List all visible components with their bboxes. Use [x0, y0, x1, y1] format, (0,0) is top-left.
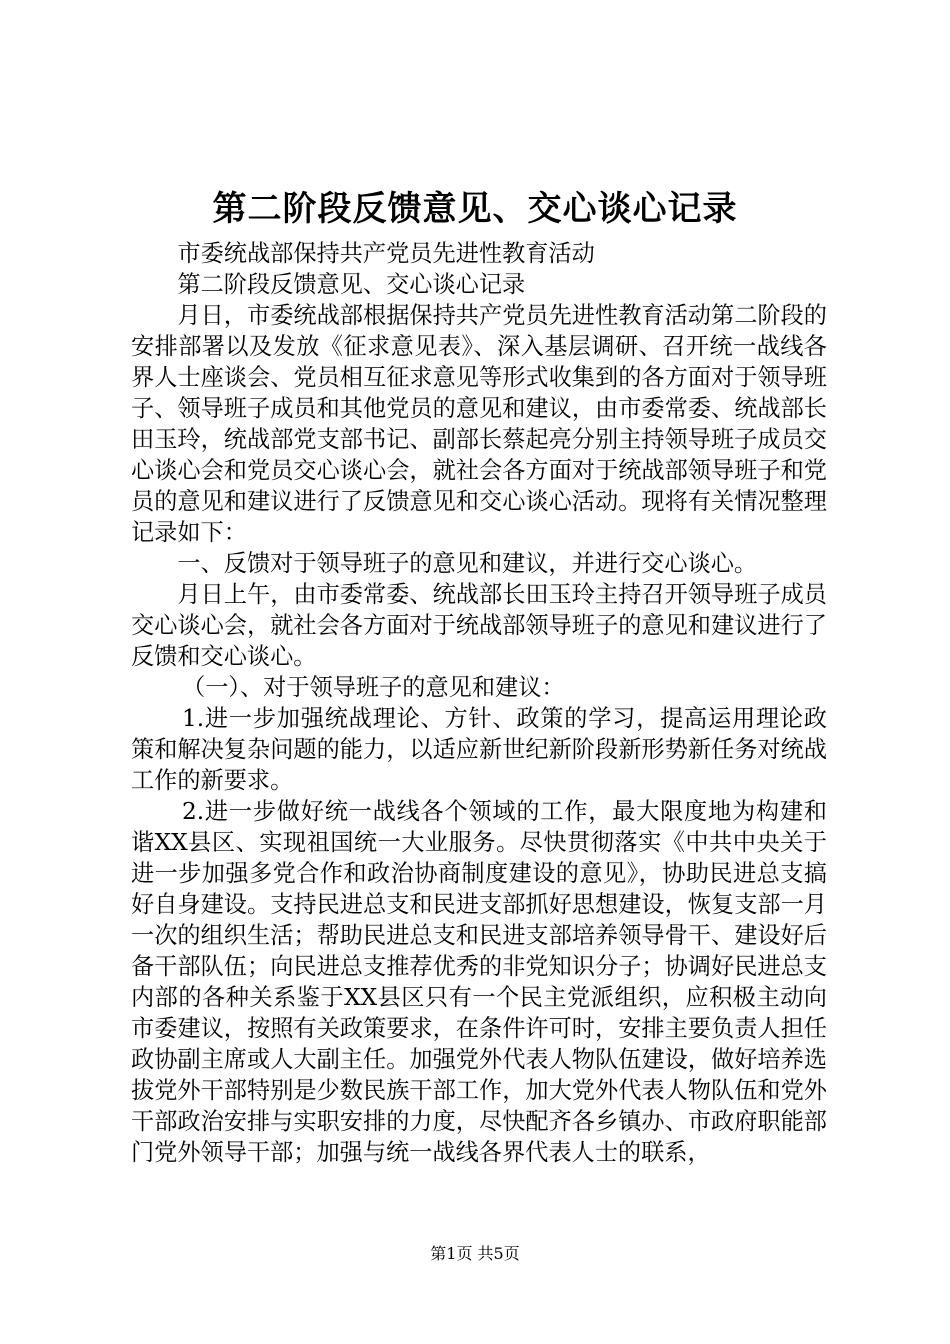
section-heading-1: 一、反馈对于领导班子的意见和建议，并进行交心谈心。 — [177, 550, 758, 577]
subsection-heading-1: （一）、对于领导班子的意见和建议： — [182, 674, 565, 701]
paragraph-meeting: 月日上午，由市委常委、统战部长田玉玲主持召开领导班子成员交心谈心会，就社会各方面对于统战部领导班子的意见和建议进行了反馈和交心谈心。 — [131, 581, 827, 670]
paragraph-main: 月日，市委统战部根据保持共产党员先进性教育活动第二阶段的安排部署以及发放《征求意见表》、深入基层调研、召开统一战线各界人士座谈会、党员相互征求意见等形式收集到的各方面对于领导班子、领导班子成员和其他党员的意见和建议，由市委常委、统战部长田玉玲，统战部党支部书记、副部长蔡起亮分别主持领导班子成员交心谈心会和党员交心谈心会，就社会各方面对于统战部领导班子和党员的意见和建议进行了反馈意见和交心谈心活动。现将有关情况整理记录如下： — [131, 302, 827, 546]
document-body — [131, 238, 827, 1168]
page-number-footer: 第1页 共5页 — [430, 1244, 520, 1263]
paragraph-intro-2: 第二阶段反馈意见、交心谈心记录 — [177, 271, 526, 298]
document-title: 第二阶段反馈意见、交心谈心记录 — [212, 189, 738, 229]
paragraph-intro-1: 市委统战部保持共产党员先进性教育活动 — [177, 240, 595, 267]
list-item-2: 2.进一步做好统一战线各个领域的工作，最大限度地为构建和谐XX县区、实现祖国统一大业服务。尽快贯彻落实《中共中央关于进一步加强多党合作和政治协商制度建设的意见》，协助民进总支搞好自身建设。支持民进总支和民进支部抓好思想建设，恢复支部一月一次的组织生活；帮助民进总支和民进支部培养领导骨干、建设好后备干部队伍；向民进总支推荐优秀的非党知识分子；协调好民进总支内部的各种关系鉴于XX县区只有一个民主党派组织，应积极主动向市委建议，按照有关政策要求，在条件许可时，安排主要负责人担任政协副主席或人大副主任。加强党外代表人物队伍建设，做好培养选拔党外干部特别是少数民族干部工作，加大党外代表人物队伍和党外干部政治安排与实职安排的力度，尽快配齐各乡镇办、市政府职能部门党外领导干部；加强与统一战线各界代表人士的联系， — [131, 798, 827, 1166]
list-item-1: 1.进一步加强统战理论、方针、政策的学习，提高运用理论政策和解决复杂问题的能力，以适应新世纪新阶段新形势新任务对统战工作的新要求。 — [131, 705, 827, 794]
